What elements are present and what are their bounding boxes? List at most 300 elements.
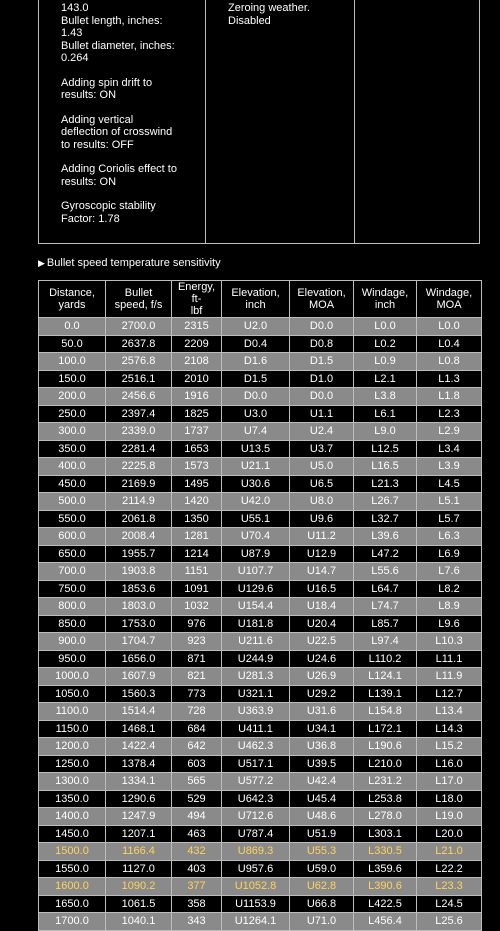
info-line: Gyroscopic stability [61,200,156,212]
table-cell: 500.0 [39,493,106,511]
table-cell: L231.2 [354,773,417,791]
table-row [39,353,482,371]
table-cell: U21.1 [222,458,290,476]
table-cell: U14.7 [290,563,354,581]
table-cell: 773 [172,685,222,703]
info-column-2 [206,0,355,243]
table-cell: U787.4 [222,825,290,843]
table-cell: U26.9 [290,668,354,686]
table-cell: 1200.0 [39,738,106,756]
table-cell: U3.0 [222,405,290,423]
table-cell: 565 [172,773,222,791]
table-cell: 923 [172,633,222,651]
column-header-text: yards [58,299,86,311]
triangle-right-icon: ▶ [38,257,45,268]
table-cell: L1.3 [417,370,482,388]
table-cell: 900.0 [39,633,106,651]
table-cell: 377 [172,878,222,896]
table-cell: L13.4 [417,703,482,721]
table-cell: L14.3 [417,720,482,738]
info-line: Adding spin drift to [61,76,153,89]
table-cell: D1.0 [290,370,354,388]
table-cell: L172.1 [354,720,417,738]
table-cell: L17.0 [417,773,482,791]
table-cell: 642 [172,738,222,756]
table-cell: 50.0 [39,335,106,353]
table-cell: L5.7 [417,510,482,528]
table-cell: 2397.4 [106,405,172,423]
table-cell: L9.6 [417,615,482,633]
table-cell: L25.6 [417,913,482,931]
table-cell: 494 [172,808,222,826]
table-row [39,528,482,546]
table-row [39,440,482,458]
table-cell: U24.6 [290,650,354,668]
info-line: Disabled [228,14,271,27]
toggle-label: Bullet speed temperature sensitivity [46,257,221,269]
table-row [39,755,482,773]
table-cell: 1032 [172,598,222,616]
table-cell: U712.6 [222,808,290,826]
table-cell: D1.5 [290,353,354,371]
column-header-text: Windage, [425,287,473,299]
table-cell: U1153.9 [222,895,290,913]
table-row [39,458,482,476]
table-cell: D0.8 [290,335,354,353]
table-cell: 300.0 [39,423,106,441]
table-row [39,703,482,721]
table-cell: 1214 [172,545,222,563]
table-cell: L21.0 [417,843,482,861]
table-cell: L24.5 [417,895,482,913]
table-cell: 2114.9 [106,493,172,511]
table-cell: L0.9 [354,353,417,371]
table-cell: 1207.1 [106,825,172,843]
table-cell: 600.0 [39,528,106,546]
table-cell: U55.1 [222,510,290,528]
table-cell: 1091 [172,580,222,598]
table-cell: 1100.0 [39,703,106,721]
table-row [39,808,482,826]
table-cell: 1040.1 [106,913,172,931]
info-line: Bullet length, inches: [61,14,163,27]
table-row [39,335,482,353]
table-cell: L124.1 [354,668,417,686]
table-cell: U42.0 [222,493,290,511]
table-cell: U36.8 [290,738,354,756]
table-header-row [39,281,482,318]
table-cell: 1166.4 [106,843,172,861]
table-cell: 1560.3 [106,685,172,703]
table-cell: 400.0 [39,458,106,476]
table-cell: 1400.0 [39,808,106,826]
table-cell: U517.1 [222,755,290,773]
table-cell: U31.6 [290,703,354,721]
table-cell: 1700.0 [39,913,106,931]
table-cell: U957.6 [222,860,290,878]
info-line: Adding vertical [61,113,134,126]
column-header-text: inch [374,299,396,311]
table-cell: U411.1 [222,720,290,738]
table-cell: U22.5 [290,633,354,651]
table-cell: 2456.6 [106,388,172,406]
table-cell: L278.0 [354,808,417,826]
table-cell: 403 [172,860,222,878]
table-cell: U1264.1 [222,913,290,931]
table-cell: L2.3 [417,405,482,423]
table-cell: 1500.0 [39,843,106,861]
table-row [39,685,482,703]
info-line: deflection of crosswind [61,126,173,138]
info-line: Zeroing weather. [228,2,310,14]
table-cell: 463 [172,825,222,843]
table-cell: 1290.6 [106,790,172,808]
table-cell: 1853.6 [106,580,172,598]
table-row [39,563,482,581]
table-cell: D0.0 [290,318,354,336]
table-cell: U642.3 [222,790,290,808]
table-cell: 1422.4 [106,738,172,756]
table-cell: L390.6 [354,878,417,896]
table-cell: U20.4 [290,615,354,633]
column-header [172,281,222,318]
table-cell: L9.0 [354,423,417,441]
table-cell: L0.8 [417,353,482,371]
table-cell: 1350 [172,510,222,528]
table-cell: U462.3 [222,738,290,756]
column-header-text: Elevation, [231,287,280,299]
table-row [39,790,482,808]
table-row [39,738,482,756]
table-row [39,388,482,406]
table-cell: U577.2 [222,773,290,791]
table-cell: 1607.9 [106,668,172,686]
table-cell: 2061.8 [106,510,172,528]
table-cell: L8.2 [417,580,482,598]
table-cell: 450.0 [39,475,106,493]
table-cell: L139.1 [354,685,417,703]
table-row [39,633,482,651]
table-cell: L11.9 [417,668,482,686]
table-cell: 2108 [172,353,222,371]
table-cell: U2.0 [222,318,290,336]
table-cell: L11.1 [417,650,482,668]
table-cell: U1052.8 [222,878,290,896]
table-cell: L3.9 [417,458,482,476]
table-cell: L64.7 [354,580,417,598]
table-cell: L55.6 [354,563,417,581]
table-cell: 1300.0 [39,773,106,791]
table-cell: U181.8 [222,615,290,633]
table-cell: L3.8 [354,388,417,406]
table-cell: L21.3 [354,475,417,493]
table-cell: 728 [172,703,222,721]
table-cell: 871 [172,650,222,668]
table-cell: 2637.8 [106,335,172,353]
table-cell: U321.1 [222,685,290,703]
info-line: results: ON [61,89,117,101]
table-cell: L0.4 [417,335,482,353]
table-cell: L10.3 [417,633,482,651]
table-cell: 976 [172,615,222,633]
table-cell: U869.3 [222,843,290,861]
table-cell: L6.3 [417,528,482,546]
table-cell: U107.7 [222,563,290,581]
table-row [39,615,482,633]
table-cell: 1803.0 [106,598,172,616]
table-cell: 1955.7 [106,545,172,563]
table-cell: L0.0 [417,318,482,336]
table-cell: U244.9 [222,650,290,668]
table-cell: D0.4 [222,335,290,353]
table-cell: L47.2 [354,545,417,563]
table-row [39,825,482,843]
column-header [106,281,172,318]
column-header-text: MOA [436,299,462,311]
info-line: 1.43 [61,27,83,39]
table-cell: L19.0 [417,808,482,826]
table-cell: 1825 [172,405,222,423]
column-header-text: lbf [190,305,203,317]
table-cell: L190.6 [354,738,417,756]
table-cell: 1704.7 [106,633,172,651]
table-cell: U42.4 [290,773,354,791]
table-cell: L8.9 [417,598,482,616]
table-cell: U29.2 [290,685,354,703]
table-cell: 1127.0 [106,860,172,878]
table-cell: 1000.0 [39,668,106,686]
table-row [39,650,482,668]
table-row [39,913,482,931]
table-row [39,475,482,493]
table-cell: U7.4 [222,423,290,441]
column-header-text: Elevation, [297,287,346,299]
table-cell: 2516.1 [106,370,172,388]
table-cell: 2700.0 [106,318,172,336]
table-cell: 1916 [172,388,222,406]
table-cell: L20.0 [417,825,482,843]
table-cell: U48.6 [290,808,354,826]
table-row [39,720,482,738]
table-cell: 150.0 [39,370,106,388]
table-cell: 1151 [172,563,222,581]
table-row [39,580,482,598]
info-column-3 [355,0,479,243]
table-cell: D0.0 [290,388,354,406]
table-cell: U39.5 [290,755,354,773]
table-cell: 850.0 [39,615,106,633]
table-cell: 1334.1 [106,773,172,791]
table-cell: 1737 [172,423,222,441]
table-cell: U5.0 [290,458,354,476]
table-cell: 1468.1 [106,720,172,738]
table-cell: L0.2 [354,335,417,353]
table-cell: 2339.0 [106,423,172,441]
table-cell: D1.6 [222,353,290,371]
table-cell: 200.0 [39,388,106,406]
table-cell: U87.9 [222,545,290,563]
table-cell: U59.0 [290,860,354,878]
table-cell: U55.3 [290,843,354,861]
table-cell: L32.7 [354,510,417,528]
table-cell: 250.0 [39,405,106,423]
table-cell: L110.2 [354,650,417,668]
table-cell: U8.0 [290,493,354,511]
table-cell: 603 [172,755,222,773]
ballistic-table [38,280,482,931]
table-cell: U71.0 [290,913,354,931]
column-header [222,281,290,318]
table-row [39,668,482,686]
table-cell: U154.4 [222,598,290,616]
table-cell: 2209 [172,335,222,353]
table-cell: 2010 [172,370,222,388]
table-cell: 1550.0 [39,860,106,878]
table-row [39,318,482,336]
table-row [39,878,482,896]
table-cell: D0.0 [222,388,290,406]
table-cell: 1600.0 [39,878,106,896]
table-cell: D1.5 [222,370,290,388]
table-cell: L39.6 [354,528,417,546]
table-row [39,895,482,913]
table-cell: L16.5 [354,458,417,476]
table-cell: L23.3 [417,878,482,896]
table-cell: 800.0 [39,598,106,616]
table-cell: L6.9 [417,545,482,563]
table-cell: 2576.8 [106,353,172,371]
column-header [354,281,417,318]
table-cell: 1061.5 [106,895,172,913]
info-column-1 [39,0,206,243]
table-cell: U11.2 [290,528,354,546]
table-cell: 1378.4 [106,755,172,773]
table-row [39,773,482,791]
table-row [39,860,482,878]
table-cell: L456.4 [354,913,417,931]
table-cell: U2.4 [290,423,354,441]
info-line: Adding Coriolis effect to [61,163,177,175]
table-cell: 100.0 [39,353,106,371]
table-cell: U34.1 [290,720,354,738]
table-cell: 700.0 [39,563,106,581]
table-cell: L6.1 [354,405,417,423]
table-cell: U18.4 [290,598,354,616]
table-cell: 684 [172,720,222,738]
table-cell: 1150.0 [39,720,106,738]
table-row [39,493,482,511]
table-cell: 1350.0 [39,790,106,808]
table-cell: L16.0 [417,755,482,773]
table-cell: U129.6 [222,580,290,598]
table-cell: 550.0 [39,510,106,528]
table-cell: 1247.9 [106,808,172,826]
table-row [39,423,482,441]
table-cell: L26.7 [354,493,417,511]
table-cell: U363.9 [222,703,290,721]
table-cell: 821 [172,668,222,686]
table-cell: 1450.0 [39,825,106,843]
table-row [39,510,482,528]
table-cell: 1281 [172,528,222,546]
table-row [39,843,482,861]
table-cell: U281.3 [222,668,290,686]
column-header-text: Distance, [49,287,95,299]
table-cell: L3.4 [417,440,482,458]
column-header [290,281,354,318]
table-cell: 529 [172,790,222,808]
table-row [39,405,482,423]
table-cell: 2281.4 [106,440,172,458]
table-cell: U211.6 [222,633,290,651]
table-cell: U3.7 [290,440,354,458]
table-cell: 2315 [172,318,222,336]
table-cell: 350.0 [39,440,106,458]
table-cell: 1653 [172,440,222,458]
table-cell: 432 [172,843,222,861]
table-cell: L74.7 [354,598,417,616]
table-cell: L12.5 [354,440,417,458]
column-header-text: Energy, ft- [177,281,216,305]
table-row [39,370,482,388]
table-row [39,598,482,616]
table-cell: U13.5 [222,440,290,458]
table-cell: 2225.8 [106,458,172,476]
table-cell: L1.8 [417,388,482,406]
table-cell: L18.0 [417,790,482,808]
output-info-panel [38,0,480,244]
column-header-text: inch [245,299,266,311]
table-cell: 1573 [172,458,222,476]
table-row [39,545,482,563]
table-cell: U6.5 [290,475,354,493]
table-cell: 1495 [172,475,222,493]
table-cell: L330.5 [354,843,417,861]
table-cell: L303.1 [354,825,417,843]
column-header [417,281,482,318]
table-cell: L359.6 [354,860,417,878]
info-line: Bullet diameter, inches: [61,39,175,52]
column-header-text: Bullet [124,287,153,299]
table-cell: U30.6 [222,475,290,493]
table-cell: 1250.0 [39,755,106,773]
table-cell: L85.7 [354,615,417,633]
temperature-sensitivity-toggle[interactable] [38,257,221,269]
table-cell: U45.4 [290,790,354,808]
info-line: Factor: 1.78 [61,212,120,225]
table-cell: 750.0 [39,580,106,598]
table-cell: 1656.0 [106,650,172,668]
info-line: 143.0 [61,2,89,14]
table-cell: 2008.4 [106,528,172,546]
table-cell: L422.5 [354,895,417,913]
table-cell: 1753.0 [106,615,172,633]
table-cell: L4.5 [417,475,482,493]
table-cell: U70.4 [222,528,290,546]
column-header-text: Windage, [361,287,409,299]
table-cell: U9.6 [290,510,354,528]
table-cell: L12.7 [417,685,482,703]
table-cell: L2.9 [417,423,482,441]
table-cell: 1650.0 [39,895,106,913]
table-cell: 650.0 [39,545,106,563]
table-cell: L97.4 [354,633,417,651]
table-cell: L154.8 [354,703,417,721]
table-cell: 1514.4 [106,703,172,721]
table-cell: 358 [172,895,222,913]
info-line: 0.264 [61,52,89,64]
table-cell: 1903.8 [106,563,172,581]
